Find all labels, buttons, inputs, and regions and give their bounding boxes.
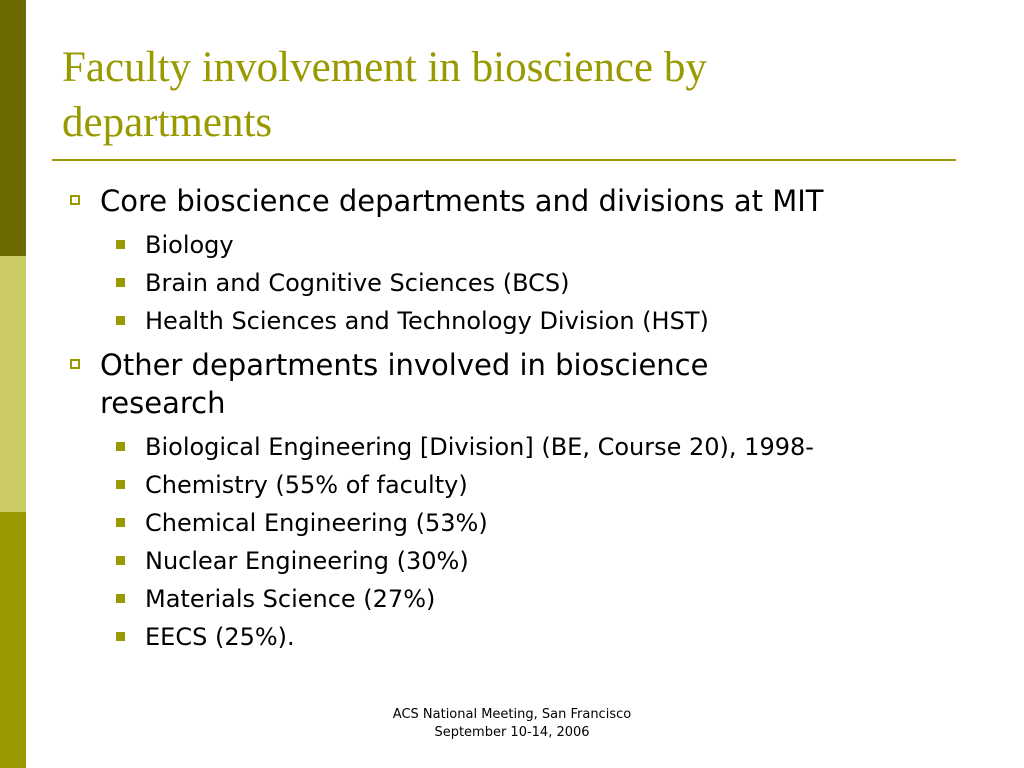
section-core — [70, 182, 990, 220]
list-item — [70, 264, 990, 302]
title-line-1: Faculty involvement in bioscience by — [62, 44, 707, 91]
list-item-text: Chemistry (55% of faculty) — [145, 471, 468, 499]
slide-content — [70, 182, 990, 656]
section-other-text-line-1: Other departments involved in bioscience — [100, 348, 709, 382]
square-bullet-icon — [116, 556, 125, 565]
square-bullet-icon — [116, 480, 125, 489]
hollow-square-icon — [70, 195, 80, 205]
section-other-text-line-2: research — [100, 386, 226, 420]
list-item-text: Brain and Cognitive Sciences (BCS) — [145, 269, 570, 297]
square-bullet-icon — [116, 632, 125, 641]
slide-title — [62, 40, 962, 150]
title-line-2: departments — [62, 99, 273, 146]
list-item-text: EECS (25%). — [145, 623, 295, 651]
list-item-text: Nuclear Engineering (30%) — [145, 547, 469, 575]
title-divider — [52, 159, 956, 161]
list-item — [70, 504, 990, 542]
side-bar-middle — [0, 256, 26, 512]
section-core-text: Core bioscience departments and divisions at MIT — [100, 184, 824, 218]
footer-line-2: September 10-14, 2006 — [434, 725, 590, 740]
hollow-square-icon — [70, 359, 80, 369]
list-item — [70, 618, 990, 656]
list-item-text: Biology — [145, 231, 234, 259]
list-item-text: Health Sciences and Technology Division (HST) — [145, 307, 709, 335]
square-bullet-icon — [116, 316, 125, 325]
square-bullet-icon — [116, 442, 125, 451]
slide-footer — [300, 706, 724, 742]
square-bullet-icon — [116, 518, 125, 527]
list-item-text: Chemical Engineering (53%) — [145, 509, 488, 537]
list-item — [70, 466, 990, 504]
list-item-text: Biological Engineering [Division] (BE, Course 20), 1998- — [145, 433, 814, 461]
list-item — [70, 428, 990, 466]
list-item — [70, 580, 990, 618]
side-bar-top — [0, 0, 26, 256]
side-bar-bottom — [0, 512, 26, 768]
square-bullet-icon — [116, 594, 125, 603]
section-other — [70, 346, 990, 422]
list-item — [70, 542, 990, 580]
list-item — [70, 226, 990, 264]
square-bullet-icon — [116, 240, 125, 249]
list-item-text: Materials Science (27%) — [145, 585, 436, 613]
list-item — [70, 302, 990, 340]
footer-line-1: ACS National Meeting, San Francisco — [392, 707, 632, 722]
square-bullet-icon — [116, 278, 125, 287]
